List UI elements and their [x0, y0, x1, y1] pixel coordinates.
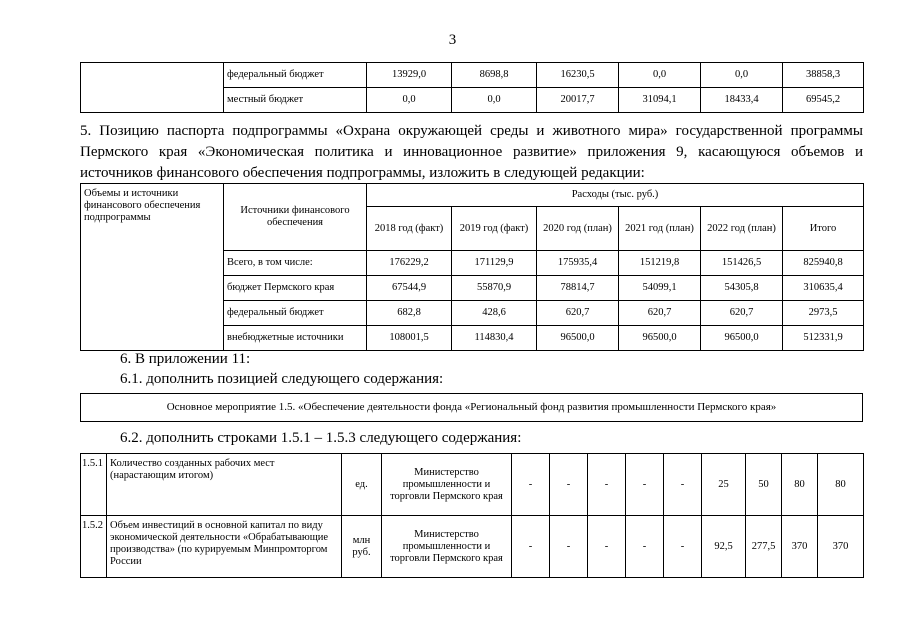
item-6: 6. В приложении 11:: [120, 351, 251, 367]
value-cell: 20017,7: [537, 88, 619, 113]
item-6-1: 6.1. дополнить позицией следующего содержания:: [120, 371, 444, 387]
value-cell: 620,7: [537, 301, 619, 326]
sources-header: Источники финансового обеспечения: [224, 184, 367, 251]
value-cell: 96500,0: [701, 326, 783, 351]
dash-cell: -: [588, 454, 626, 516]
value-cell: 2973,5: [783, 301, 864, 326]
value-cell: 54099,1: [619, 276, 701, 301]
value-cell: 108001,5: [367, 326, 452, 351]
indicator-name: Количество созданных рабочих мест (нарастающим итогом): [107, 454, 342, 516]
row-number: 1.5.2: [81, 516, 107, 578]
value-cell: 0,0: [619, 63, 701, 88]
value-cell: 620,7: [619, 301, 701, 326]
value-cell: 620,7: [701, 301, 783, 326]
value-cell: 96500,0: [537, 326, 619, 351]
value-cell: 80: [818, 454, 864, 516]
dash-cell: -: [512, 454, 550, 516]
value-cell: 50: [746, 454, 782, 516]
dash-cell: -: [588, 516, 626, 578]
source-cell: внебюджетные источники: [224, 326, 367, 351]
dash-cell: -: [550, 516, 588, 578]
row-number: 1.5.1: [81, 454, 107, 516]
value-cell: 78814,7: [537, 276, 619, 301]
value-cell: 428,6: [452, 301, 537, 326]
value-cell: 96500,0: [619, 326, 701, 351]
value-cell: 171129,9: [452, 251, 537, 276]
value-cell: 0,0: [701, 63, 783, 88]
value-cell: 18433,4: [701, 88, 783, 113]
year-header: 2019 год (факт): [452, 207, 537, 251]
year-header: 2021 год (план): [619, 207, 701, 251]
indicator-name: Объем инвестиций в основной капитал по виду экономической деятельности «Обрабатывающие производства» (по курируемым Минпромторгом России: [107, 516, 342, 578]
value-cell: 92,5: [702, 516, 746, 578]
value-cell: 310635,4: [783, 276, 864, 301]
paragraph-5: 5. Позицию паспорта подпрограммы «Охрана окружающей среды и животного мира» государственной программы Пермского края «Экономическая политика и инновационное развитие» приложения 9, касающуюся объемов и источников финансового обеспечения подпрограммы, изложить в следующей редакции:: [80, 123, 863, 181]
value-cell: 54305,8: [701, 276, 783, 301]
dash-cell: -: [512, 516, 550, 578]
value-cell: 8698,8: [452, 63, 537, 88]
value-cell: 512331,9: [783, 326, 864, 351]
value-cell: 67544,9: [367, 276, 452, 301]
ministry-cell: Министерство промышленности и торговли Пермского края: [382, 516, 512, 578]
value-cell: 370: [782, 516, 818, 578]
finance-table: [80, 183, 864, 351]
dash-cell: -: [626, 516, 664, 578]
dash-cell: -: [664, 516, 702, 578]
year-header: 2018 год (факт): [367, 207, 452, 251]
page-number: 3: [448, 32, 457, 48]
unit-cell: ед.: [342, 454, 382, 516]
value-cell: 38858,3: [783, 63, 864, 88]
expenses-header: Расходы (тыс. руб.): [367, 184, 864, 207]
value-cell: 176229,2: [367, 251, 452, 276]
value-cell: 80: [782, 454, 818, 516]
source-cell: местный бюджет: [224, 88, 367, 113]
dash-cell: -: [550, 454, 588, 516]
value-cell: 31094,1: [619, 88, 701, 113]
item-6-2: 6.2. дополнить строками 1.5.1 – 1.5.3 следующего содержания:: [120, 430, 522, 446]
year-header: 2020 год (план): [537, 207, 619, 251]
subprogram-funding-header: Объемы и источники финансового обеспечения подпрограммы: [81, 184, 224, 351]
value-cell: 16230,5: [537, 63, 619, 88]
ministry-cell: Министерство промышленности и торговли Пермского края: [382, 454, 512, 516]
value-cell: 175935,4: [537, 251, 619, 276]
year-header: 2022 год (план): [701, 207, 783, 251]
value-cell: 13929,0: [367, 63, 452, 88]
dash-cell: -: [626, 454, 664, 516]
value-cell: 370: [818, 516, 864, 578]
value-cell: 0,0: [367, 88, 452, 113]
unit-cell: млн руб.: [342, 516, 382, 578]
source-cell: Всего, в том числе:: [224, 251, 367, 276]
budget-table-continued: [80, 62, 864, 113]
dash-cell: -: [664, 454, 702, 516]
empty-cell: [81, 63, 224, 113]
value-cell: 55870,9: [452, 276, 537, 301]
value-cell: 114830,4: [452, 326, 537, 351]
source-cell: бюджет Пермского края: [224, 276, 367, 301]
value-cell: 25: [702, 454, 746, 516]
source-cell: федеральный бюджет: [224, 301, 367, 326]
indicators-table: [80, 453, 864, 578]
value-cell: 277,5: [746, 516, 782, 578]
value-cell: 682,8: [367, 301, 452, 326]
value-cell: 825940,8: [783, 251, 864, 276]
value-cell: 151426,5: [701, 251, 783, 276]
value-cell: 0,0: [452, 88, 537, 113]
source-cell: федеральный бюджет: [224, 63, 367, 88]
main-activity-box: Основное мероприятие 1.5. «Обеспечение деятельности фонда «Региональный фонд развития промышленности Пермского края»: [80, 393, 863, 422]
value-cell: 151219,8: [619, 251, 701, 276]
total-header: Итого: [783, 207, 864, 251]
value-cell: 69545,2: [783, 88, 864, 113]
